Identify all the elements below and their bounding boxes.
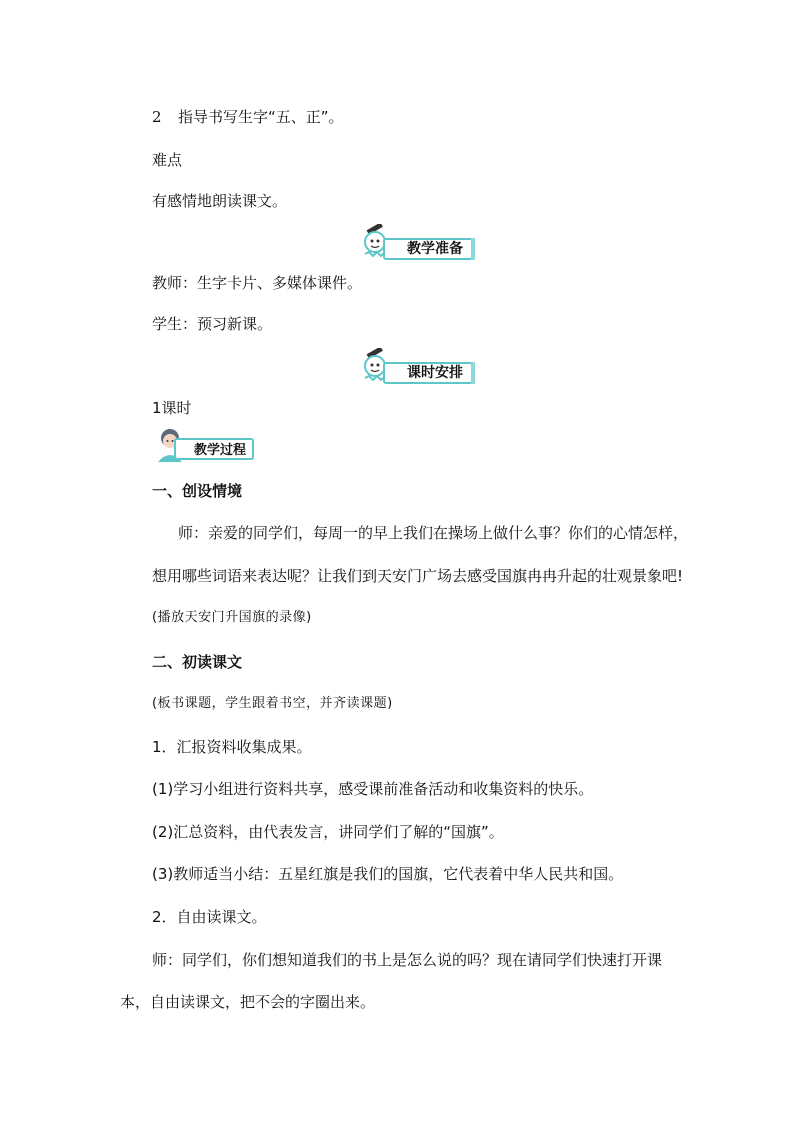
list-item: (3)教师适当小结：五星红旗是我们的国旗，它代表着中华人民共和国。 <box>152 865 624 883</box>
section1-note: (播放天安门升国旗的录像) <box>152 610 312 625</box>
paragraph: 本，自由读课文，把不会的字圈出来。 <box>120 993 376 1011</box>
section2-title: 二、初读课文 <box>152 653 243 671</box>
section-header-process <box>152 430 262 464</box>
section2-note: (板书课题，学生跟着书空，并齐读课题) <box>152 696 393 711</box>
section1-title: 一、创设情境 <box>152 482 243 500</box>
difficulty-title: 难点 <box>152 151 183 169</box>
badge-label: 教学准备 <box>383 238 473 260</box>
section-header-schedule <box>355 356 465 384</box>
list-number: 2 <box>152 108 162 126</box>
prep-teacher: 教师：生字卡片、多媒体课件。 <box>152 274 363 292</box>
difficulty-text: 有感情地朗读课文。 <box>152 192 288 210</box>
list-item: 1．汇报资料收集成果。 <box>152 738 312 756</box>
list-item: 2．自由读课文。 <box>152 908 267 926</box>
badge-label: 课时安排 <box>383 362 473 384</box>
item-text: 指导书写生字“五、正”。 <box>178 108 344 126</box>
prep-student: 学生：预习新课。 <box>152 315 273 333</box>
badge-label: 教学过程 <box>174 438 254 460</box>
section1-paragraph: 师：亲爱的同学们，每周一的早上我们在操场上做什么事？你们的心情怎样， <box>178 524 689 542</box>
paragraph: 师：同学们，你们想知道我们的书上是怎么说的吗？现在请同学们快速打开课 <box>152 951 663 969</box>
section-header-prep <box>355 232 465 260</box>
list-item: (1)学习小组进行资料共享，感受课前准备活动和收集资料的快乐。 <box>152 780 594 798</box>
section1-paragraph: 想用哪些词语来表达呢？让我们到天安门广场去感受国旗冉冉升起的壮观景象吧! <box>152 567 684 585</box>
schedule-text: 1课时 <box>152 399 192 417</box>
list-item: (2)汇总资料，由代表发言，讲同学们了解的“国旗”。 <box>152 823 504 841</box>
